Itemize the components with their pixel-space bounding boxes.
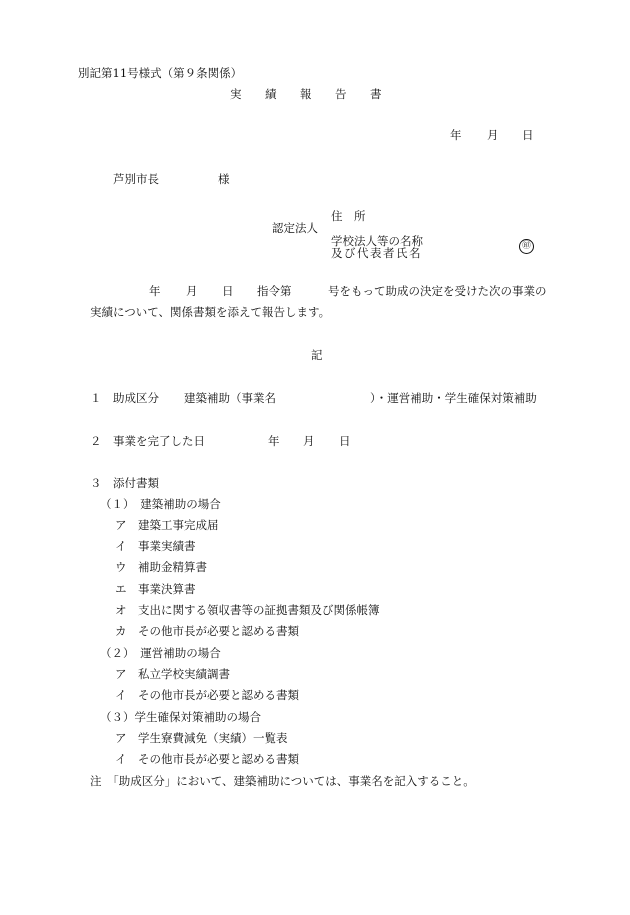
intro-month: 月 [186, 284, 198, 298]
item3-label: 添付書類 [113, 476, 159, 490]
section-heading: （３）学生確保対策補助の場合 [100, 710, 261, 724]
item3-number: ３ [90, 476, 102, 490]
item2-month: 月 [303, 434, 315, 448]
intro-line1-rest: 号をもって助成の決定を受けた次の事業の [328, 284, 547, 298]
list-item: ア 学生寮費減免（実績）一覧表 [115, 731, 288, 745]
list-item: カ その他市長が必要と認める書類 [115, 624, 299, 638]
intro-day: 日 [222, 284, 234, 298]
intro-year: 年 [149, 284, 161, 298]
name-label-2: 及び代表者氏名 [331, 246, 422, 260]
intro-ref-label: 指令第 [257, 284, 292, 298]
item1-building: 建築補助（事業名 [184, 391, 276, 405]
list-item: ウ 補助金精算書 [115, 560, 207, 574]
list-item: イ その他市長が必要と認める書類 [115, 688, 299, 702]
addressee-honorific: 様 [218, 172, 230, 186]
item2-day: 日 [339, 434, 351, 448]
address-label: 住 所 [331, 209, 366, 223]
ki-heading: 記 [311, 348, 323, 362]
document-title: 実 績 報 告 書 [230, 87, 388, 101]
section-heading: （１） 建築補助の場合 [100, 497, 221, 511]
seal-mark: ㊞ [519, 239, 534, 254]
date-day: 日 [522, 128, 534, 142]
date-month: 月 [487, 128, 499, 142]
list-item: イ その他市長が必要と認める書類 [115, 752, 299, 766]
item1-others: ）・運営補助・学生確保対策補助 [370, 391, 537, 405]
applicant-label: 認定法人 [272, 221, 318, 235]
item1-label: 助成区分 [113, 391, 159, 405]
name-label-1: 学校法人等の名称 [331, 234, 423, 248]
footnote: 注 「助成区分」において、建築補助については、事業名を記入すること。 [90, 774, 475, 788]
list-item: エ 事業決算書 [115, 582, 196, 596]
item1-number: １ [90, 391, 102, 405]
list-item: ア 建築工事完成届 [115, 518, 219, 532]
list-item: オ 支出に関する領収書等の証拠書類及び関係帳簿 [115, 603, 380, 617]
list-item: ア 私立学校実績調書 [115, 667, 230, 681]
list-item: イ 事業実績書 [115, 539, 196, 553]
form-number: 別記第11号様式（第９条関係） [78, 66, 243, 80]
date-year: 年 [450, 128, 462, 142]
item2-number: ２ [90, 434, 102, 448]
item2-year: 年 [268, 434, 280, 448]
section-heading: （２） 運営補助の場合 [100, 646, 221, 660]
item2-label: 事業を完了した日 [113, 434, 205, 448]
intro-line2: 実績について、関係書類を添えて報告します。 [90, 305, 331, 319]
addressee-name: 芦別市長 [113, 172, 159, 186]
